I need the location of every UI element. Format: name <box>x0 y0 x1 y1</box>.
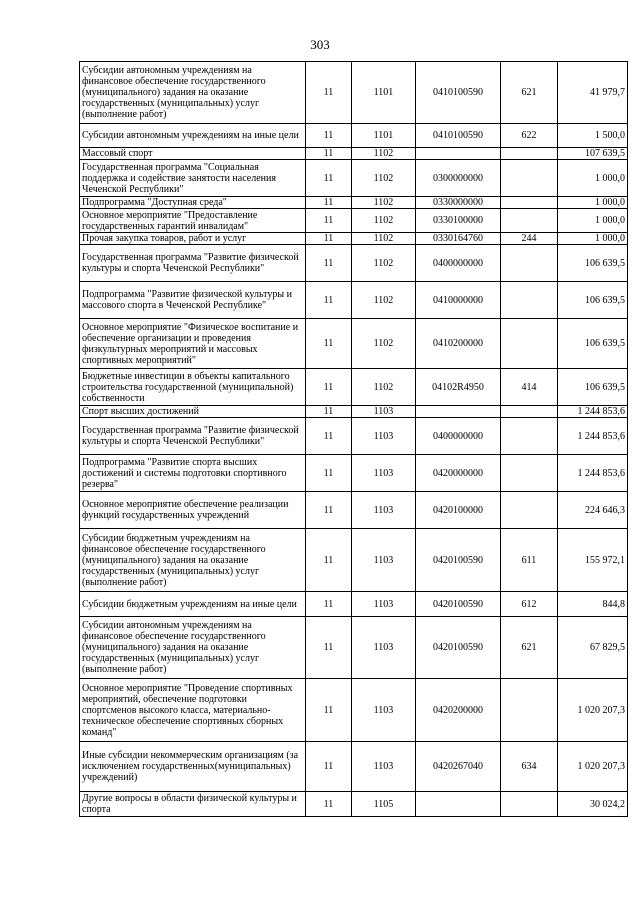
section-cell: 11 <box>306 282 352 319</box>
section-cell: 11 <box>306 233 352 245</box>
section-cell: 11 <box>306 792 352 817</box>
target-article-cell: 0400000000 <box>416 418 501 455</box>
section-cell: 11 <box>306 617 352 679</box>
table-row <box>80 282 628 319</box>
row-name-cell: Спорт высших достижений <box>80 406 306 418</box>
section-cell: 11 <box>306 148 352 160</box>
subsection-cell: 1102 <box>352 233 416 245</box>
table-row <box>80 592 628 617</box>
section-cell: 11 <box>306 124 352 148</box>
subsection-cell: 1103 <box>352 492 416 529</box>
amount-cell: 106 639,5 <box>558 319 628 369</box>
table-row <box>80 62 628 124</box>
amount-cell: 1 020 207,3 <box>558 742 628 792</box>
section-cell: 11 <box>306 529 352 592</box>
amount-cell: 1 244 853,6 <box>558 455 628 492</box>
table-row <box>80 233 628 245</box>
subsection-cell: 1103 <box>352 406 416 418</box>
section-cell: 11 <box>306 319 352 369</box>
target-article-cell <box>416 792 501 817</box>
section-cell: 11 <box>306 492 352 529</box>
table-row <box>80 742 628 792</box>
amount-cell: 106 639,5 <box>558 245 628 282</box>
row-name-cell: Подпрограмма "Развитие физической культуры и массового спорта в Чеченской Республике" <box>80 282 306 319</box>
target-article-cell: 0410200000 <box>416 319 501 369</box>
subsection-cell: 1103 <box>352 617 416 679</box>
row-name-cell: Основное мероприятие "Физическое воспитание и обеспечение организации и проведения физкультурных мероприятий и массовых спортивных мероприятий" <box>80 319 306 369</box>
table-row <box>80 406 628 418</box>
subsection-cell: 1102 <box>352 282 416 319</box>
section-cell: 11 <box>306 406 352 418</box>
subsection-cell: 1105 <box>352 792 416 817</box>
expense-type-cell <box>501 197 558 209</box>
table-row <box>80 679 628 742</box>
row-name-cell: Основное мероприятие обеспечение реализации функций государственных учреждений <box>80 492 306 529</box>
table-row <box>80 418 628 455</box>
expense-type-cell <box>501 148 558 160</box>
subsection-cell: 1103 <box>352 679 416 742</box>
target-article-cell: 04102R4950 <box>416 369 501 406</box>
expense-type-cell: 634 <box>501 742 558 792</box>
row-name-cell: Субсидии бюджетным учреждениям на иные цели <box>80 592 306 617</box>
table-row <box>80 319 628 369</box>
amount-cell: 1 244 853,6 <box>558 406 628 418</box>
expense-type-cell <box>501 319 558 369</box>
target-article-cell: 0400000000 <box>416 245 501 282</box>
target-article-cell: 0330000000 <box>416 197 501 209</box>
subsection-cell: 1102 <box>352 209 416 233</box>
subsection-cell: 1103 <box>352 592 416 617</box>
row-name-cell: Основное мероприятие "Предоставление государственных гарантий инвалидам" <box>80 209 306 233</box>
expense-type-cell: 621 <box>501 617 558 679</box>
expense-type-cell <box>501 679 558 742</box>
table-row <box>80 369 628 406</box>
amount-cell: 30 024,2 <box>558 792 628 817</box>
table-row <box>80 792 628 817</box>
target-article-cell: 0410100590 <box>416 124 501 148</box>
amount-cell: 106 639,5 <box>558 282 628 319</box>
subsection-cell: 1102 <box>352 369 416 406</box>
subsection-cell: 1103 <box>352 529 416 592</box>
section-cell: 11 <box>306 197 352 209</box>
row-name-cell: Субсидии бюджетным учреждениям на финансовое обеспечение государственного (муниципального) задания на оказание государственных (муниципальных) услуг (выполнение работ) <box>80 529 306 592</box>
expense-type-cell <box>501 418 558 455</box>
row-name-cell: Подпрограмма "Развитие спорта высших достижений и системы подготовки спортивного резерва" <box>80 455 306 492</box>
section-cell: 11 <box>306 209 352 233</box>
section-cell: 11 <box>306 592 352 617</box>
expense-type-cell <box>501 245 558 282</box>
subsection-cell: 1102 <box>352 160 416 197</box>
expense-type-cell: 611 <box>501 529 558 592</box>
table-row <box>80 492 628 529</box>
expense-type-cell <box>501 792 558 817</box>
budget-table <box>79 61 628 817</box>
target-article-cell: 0420100000 <box>416 492 501 529</box>
expense-type-cell: 244 <box>501 233 558 245</box>
amount-cell: 1 020 207,3 <box>558 679 628 742</box>
subsection-cell: 1103 <box>352 742 416 792</box>
expense-type-cell: 612 <box>501 592 558 617</box>
table-row <box>80 148 628 160</box>
amount-cell: 41 979,7 <box>558 62 628 124</box>
subsection-cell: 1103 <box>352 455 416 492</box>
target-article-cell: 0420100590 <box>416 617 501 679</box>
section-cell: 11 <box>306 455 352 492</box>
row-name-cell: Субсидии автономным учреждениям на финансовое обеспечение государственного (муниципального) задания на оказание государственных (муниципальных) услуг (выполнение работ) <box>80 617 306 679</box>
table-row <box>80 617 628 679</box>
target-article-cell: 0330100000 <box>416 209 501 233</box>
row-name-cell: Государственная программа "Развитие физической культуры и спорта Чеченской Республики" <box>80 418 306 455</box>
amount-cell: 1 500,0 <box>558 124 628 148</box>
expense-type-cell: 622 <box>501 124 558 148</box>
table-row <box>80 245 628 282</box>
target-article-cell: 0420267040 <box>416 742 501 792</box>
section-cell: 11 <box>306 369 352 406</box>
row-name-cell: Субсидии автономным учреждениям на финансовое обеспечение государственного (муниципального) задания на оказание государственных (муниципальных) услуг (выполнение работ) <box>80 62 306 124</box>
expense-type-cell <box>501 406 558 418</box>
expense-type-cell <box>501 455 558 492</box>
amount-cell: 106 639,5 <box>558 369 628 406</box>
amount-cell: 1 000,0 <box>558 209 628 233</box>
row-name-cell: Государственная программа "Развитие физической культуры и спорта Чеченской Республики" <box>80 245 306 282</box>
expense-type-cell <box>501 492 558 529</box>
amount-cell: 155 972,1 <box>558 529 628 592</box>
subsection-cell: 1102 <box>352 319 416 369</box>
target-article-cell: 0300000000 <box>416 160 501 197</box>
row-name-cell: Бюджетные инвестиции в объекты капитального строительства государственной (муниципальной) собственности <box>80 369 306 406</box>
section-cell: 11 <box>306 418 352 455</box>
target-article-cell: 0420000000 <box>416 455 501 492</box>
section-cell: 11 <box>306 679 352 742</box>
row-name-cell: Государственная программа "Социальная поддержка и содействие занятости населения Чеченской Республики" <box>80 160 306 197</box>
table-row <box>80 529 628 592</box>
section-cell: 11 <box>306 742 352 792</box>
amount-cell: 1 244 853,6 <box>558 418 628 455</box>
amount-cell: 844,8 <box>558 592 628 617</box>
subsection-cell: 1101 <box>352 124 416 148</box>
row-name-cell: Прочая закупка товаров, работ и услуг <box>80 233 306 245</box>
amount-cell: 1 000,0 <box>558 160 628 197</box>
table-row <box>80 124 628 148</box>
expense-type-cell <box>501 160 558 197</box>
row-name-cell: Иные субсидии некоммерческим организациям (за исключением государственных(муниципальных) учреждений) <box>80 742 306 792</box>
table-row <box>80 197 628 209</box>
table-row <box>80 160 628 197</box>
target-article-cell: 0420200000 <box>416 679 501 742</box>
target-article-cell: 0330164760 <box>416 233 501 245</box>
subsection-cell: 1102 <box>352 245 416 282</box>
row-name-cell: Субсидии автономным учреждениям на иные цели <box>80 124 306 148</box>
subsection-cell: 1101 <box>352 62 416 124</box>
subsection-cell: 1102 <box>352 148 416 160</box>
row-name-cell: Подпрограмма "Доступная среда" <box>80 197 306 209</box>
row-name-cell: Другие вопросы в области физической культуры и спорта <box>80 792 306 817</box>
target-article-cell: 0420100590 <box>416 592 501 617</box>
expense-type-cell <box>501 209 558 233</box>
target-article-cell: 0420100590 <box>416 529 501 592</box>
subsection-cell: 1102 <box>352 197 416 209</box>
target-article-cell: 0410000000 <box>416 282 501 319</box>
amount-cell: 107 639,5 <box>558 148 628 160</box>
row-name-cell: Основное мероприятие "Проведение спортивных мероприятий, обеспечение подготовки спортсменов высокого класса, материально-техническое обеспечение спортивных сборных команд" <box>80 679 306 742</box>
page-number: 303 <box>310 37 330 52</box>
amount-cell: 67 829,5 <box>558 617 628 679</box>
row-name-cell: Массовый спорт <box>80 148 306 160</box>
table-row <box>80 209 628 233</box>
target-article-cell <box>416 406 501 418</box>
section-cell: 11 <box>306 245 352 282</box>
expense-type-cell: 414 <box>501 369 558 406</box>
expense-type-cell <box>501 282 558 319</box>
section-cell: 11 <box>306 62 352 124</box>
subsection-cell: 1103 <box>352 418 416 455</box>
expense-type-cell: 621 <box>501 62 558 124</box>
amount-cell: 224 646,3 <box>558 492 628 529</box>
amount-cell: 1 000,0 <box>558 197 628 209</box>
target-article-cell: 0410100590 <box>416 62 501 124</box>
amount-cell: 1 000,0 <box>558 233 628 245</box>
table-row <box>80 455 628 492</box>
section-cell: 11 <box>306 160 352 197</box>
target-article-cell <box>416 148 501 160</box>
